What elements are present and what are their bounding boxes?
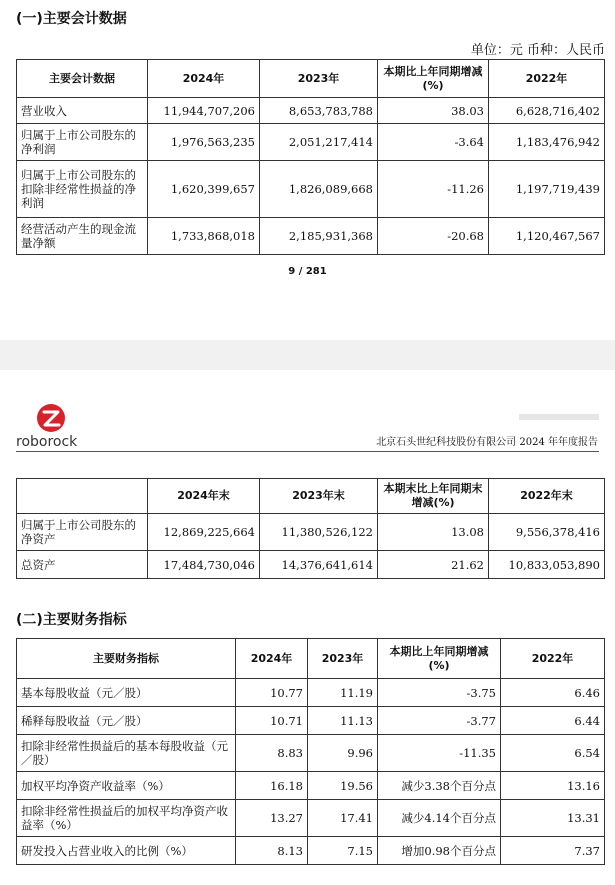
table-row (17, 800, 605, 837)
value-2024: 12,869,225,664 (148, 514, 260, 551)
value-2024: 8.83 (236, 735, 308, 772)
value-2022: 10,833,053,890 (489, 551, 605, 579)
header-cell: 2024年末 (148, 479, 260, 514)
value-change: 38.03 (378, 98, 489, 124)
row-label: 营业收入 (17, 98, 148, 124)
value-2022: 1,197,719,439 (489, 161, 605, 218)
value-2023: 11.13 (308, 707, 378, 735)
header-cell: 2022年末 (489, 479, 605, 514)
roborock-logo (16, 402, 106, 450)
value-2022: 1,120,467,567 (489, 218, 605, 255)
header-cell: 主要会计数据 (17, 60, 148, 98)
value-change: 21.62 (378, 551, 489, 579)
value-change: -3.77 (378, 707, 501, 735)
value-2024: 10.77 (236, 679, 308, 707)
row-label: 归属于上市公司股东的扣除非经常性损益的净利润 (17, 161, 148, 218)
financial-indicators-table (16, 638, 605, 865)
value-2023: 2,051,217,414 (260, 124, 378, 161)
row-label: 归属于上市公司股东的净利润 (17, 124, 148, 161)
header-cell: 本期末比上年同期末增减(%) (378, 479, 489, 514)
value-2023: 1,826,089,668 (260, 161, 378, 218)
header-cell: 本期比上年同期增减(%) (378, 639, 501, 679)
value-2024: 8.13 (236, 837, 308, 865)
value-2022: 13.16 (501, 772, 605, 800)
header-cell: 2022年 (489, 60, 605, 98)
value-2022: 9,556,378,416 (489, 514, 605, 551)
value-2023: 11.19 (308, 679, 378, 707)
value-change: 减少3.38个百分点 (378, 772, 501, 800)
value-2024: 1,733,868,018 (148, 218, 260, 255)
value-2022: 6.54 (501, 735, 605, 772)
row-label: 经营活动产生的现金流量净额 (17, 218, 148, 255)
value-2024: 11,944,707,206 (148, 98, 260, 124)
row-label: 总资产 (17, 551, 148, 579)
svg-text:roborock: roborock (16, 434, 78, 450)
table-row (17, 707, 605, 735)
header-cell: 2024年 (148, 60, 260, 98)
row-label: 加权平均净资产收益率（%） (17, 772, 236, 800)
header-cell: 2022年 (501, 639, 605, 679)
company-report-header: 北京石头世纪科技股份有限公司 2024 年年度报告 (376, 437, 598, 448)
row-label: 归属于上市公司股东的净资产 (17, 514, 148, 551)
section-title-financial-indicators: (二)主要财务指标 (16, 612, 127, 628)
value-change: -11.26 (378, 161, 489, 218)
page-number: 9 / 281 (288, 266, 327, 277)
value-change: -3.75 (378, 679, 501, 707)
value-change: -3.64 (378, 124, 489, 161)
value-2022: 6.44 (501, 707, 605, 735)
table-row (17, 98, 605, 124)
value-2024: 13.27 (236, 800, 308, 837)
header-cell: 2023年末 (260, 479, 378, 514)
value-2023: 14,376,641,614 (260, 551, 378, 579)
table-row (17, 161, 605, 218)
table-row (17, 124, 605, 161)
value-2022: 6.46 (501, 679, 605, 707)
row-label: 研发投入占营业收入的比例（%） (17, 837, 236, 865)
page-break-gap (0, 340, 615, 370)
value-2022: 13.31 (501, 800, 605, 837)
header-cell: 2024年 (236, 639, 308, 679)
accounting-data-table (16, 59, 605, 255)
value-2024: 16.18 (236, 772, 308, 800)
table-row (17, 514, 605, 551)
row-label: 基本每股收益（元／股） (17, 679, 236, 707)
value-2024: 17,484,730,046 (148, 551, 260, 579)
value-change: 减少4.14个百分点 (378, 800, 501, 837)
value-2023: 2,185,931,368 (260, 218, 378, 255)
header-cell: 主要财务指标 (17, 639, 236, 679)
value-change: -20.68 (378, 218, 489, 255)
value-change: 13.08 (378, 514, 489, 551)
value-2022: 7.37 (501, 837, 605, 865)
header-divider (16, 451, 599, 452)
value-2023: 9.96 (308, 735, 378, 772)
table-row (17, 551, 605, 579)
row-label: 稀释每股收益（元／股） (17, 707, 236, 735)
value-2024: 1,976,563,235 (148, 124, 260, 161)
header-cell (17, 479, 148, 514)
row-label: 扣除非经常性损益后的基本每股收益（元／股） (17, 735, 236, 772)
section-title-accounting-data: (一)主要会计数据 (16, 11, 127, 27)
header-cell: 2023年 (260, 60, 378, 98)
table-row (17, 837, 605, 865)
value-change: 增加0.98个百分点 (378, 837, 501, 865)
unit-currency-line: 单位：元 币种：人民币 (470, 43, 605, 58)
header-cell: 2023年 (308, 639, 378, 679)
table-row (17, 735, 605, 772)
value-change: -11.35 (378, 735, 501, 772)
value-2024: 10.71 (236, 707, 308, 735)
assets-table (16, 478, 605, 579)
value-2022: 6,628,716,402 (489, 98, 605, 124)
value-2023: 7.15 (308, 837, 378, 865)
value-2022: 1,183,476,942 (489, 124, 605, 161)
row-label: 扣除非经常性损益后的加权平均净资产收益率（%） (17, 800, 236, 837)
table-row (17, 679, 605, 707)
table-row (17, 772, 605, 800)
value-2023: 11,380,526,122 (260, 514, 378, 551)
value-2023: 17.41 (308, 800, 378, 837)
faded-header-mark (519, 414, 599, 420)
value-2024: 1,620,399,657 (148, 161, 260, 218)
header-cell: 本期比上年同期增减(%) (378, 60, 489, 98)
table-row (17, 218, 605, 255)
value-2023: 19.56 (308, 772, 378, 800)
value-2023: 8,653,783,788 (260, 98, 378, 124)
